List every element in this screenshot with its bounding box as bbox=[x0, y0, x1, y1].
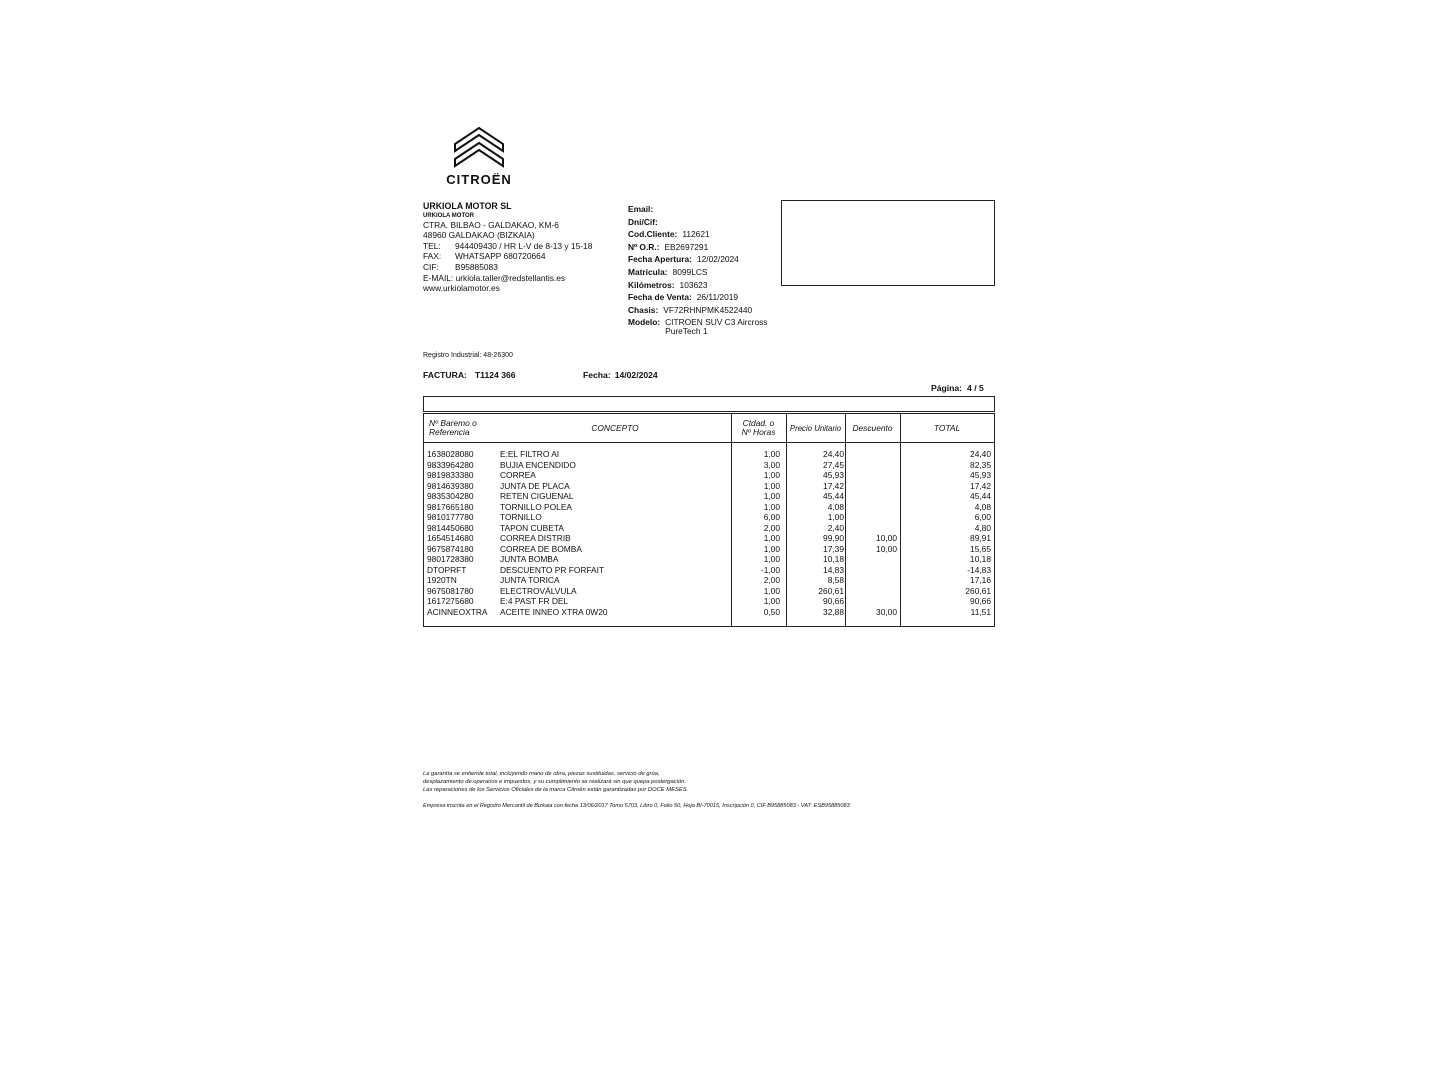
client-block bbox=[628, 203, 768, 337]
cell-ref: 9814639380 bbox=[427, 480, 474, 491]
cell-total: 260,61 bbox=[965, 585, 991, 596]
company-address-2: 48960 GALDAKAO (BIZKAIA) bbox=[423, 230, 535, 241]
cell-descuento: 10,00 bbox=[876, 533, 897, 543]
cell-precio: 1,00 bbox=[827, 512, 844, 522]
table-row bbox=[424, 565, 994, 576]
cell-concepto: ELECTROVÁLVULA bbox=[500, 585, 577, 596]
cell-ref: 9675874180 bbox=[427, 543, 474, 554]
cell-ref: 9819833380 bbox=[427, 470, 474, 480]
cell-concepto: CORREA bbox=[500, 470, 536, 480]
cell-precio: 99,90 bbox=[823, 533, 844, 543]
table-row bbox=[424, 460, 994, 471]
cell-ref: 1920TN bbox=[427, 575, 457, 585]
cell-total: 6,00 bbox=[974, 512, 991, 522]
table-row bbox=[424, 596, 994, 607]
cell-precio: 14,83 bbox=[823, 564, 844, 575]
cell-total: 24,40 bbox=[970, 449, 991, 459]
cell-total: 89,91 bbox=[970, 533, 991, 543]
cell-precio: 260,61 bbox=[818, 585, 844, 596]
client-order-number: Nº O.R.: EB2697291 bbox=[628, 241, 709, 252]
cell-cantidad: 1,00 bbox=[763, 480, 780, 491]
cell-concepto: JUNTA DE PLACA bbox=[500, 480, 570, 491]
cell-precio: 17,42 bbox=[823, 480, 844, 491]
cell-precio: 27,45 bbox=[823, 459, 844, 470]
cell-ref: 9810177780 bbox=[427, 512, 474, 522]
page-number: Página: 4 / 5 bbox=[931, 383, 984, 393]
table-row bbox=[424, 554, 994, 565]
table-row bbox=[424, 523, 994, 534]
table-row bbox=[424, 533, 994, 544]
cell-concepto: DESCUENTO PR FORFAIT bbox=[500, 564, 605, 575]
recipient-address-box bbox=[781, 200, 995, 286]
cell-concepto: RETEN CIGUENAL bbox=[500, 491, 574, 501]
citroen-double-chevron-icon bbox=[452, 124, 506, 170]
cell-precio: 32,88 bbox=[823, 606, 844, 617]
table-body bbox=[424, 449, 994, 617]
table-row bbox=[424, 586, 994, 597]
header-reference: Nº Baremo o Referencia bbox=[429, 418, 477, 437]
brand-name: CITROËN bbox=[446, 172, 512, 187]
cell-concepto: E:EL FILTRO AI bbox=[500, 449, 560, 459]
client-dni: Dni/Cif: bbox=[628, 216, 658, 227]
client-model: Modelo: CITROEN SUV C3 Aircross PureTech 1 bbox=[628, 316, 768, 337]
company-block bbox=[423, 201, 592, 294]
cell-total: 10,18 bbox=[970, 554, 991, 564]
warranty-text: La garantía se entiende total, incluyendo mano de obra, piezas sustituidas, servicio de grúa, desplazamiento de operarios e impuestos, y su cumplimiento se realizará sin que quepa postergación. Las reparaciones de los Servicios Oficiales de la marca Citroën están garantizadas por DOCE MESES. bbox=[423, 771, 689, 793]
invoice-lines-table bbox=[423, 413, 995, 627]
company-name: URKIOLA MOTOR SL bbox=[423, 201, 512, 211]
table-row bbox=[424, 449, 994, 460]
cell-precio: 10,18 bbox=[823, 554, 844, 564]
cell-precio: 45,44 bbox=[823, 491, 844, 501]
cell-precio: 8,58 bbox=[827, 575, 844, 585]
client-plate: Matrícula: 8099LCS bbox=[628, 266, 708, 277]
company-web: www.urkiolamotor.es bbox=[423, 283, 500, 294]
cell-cantidad: 6,00 bbox=[763, 512, 780, 522]
cell-ref: DTOPRFT bbox=[427, 564, 467, 575]
cell-concepto: TORNILLO bbox=[500, 512, 542, 522]
header-quantity: Ctdad. o Nº Horas bbox=[741, 418, 776, 437]
cell-concepto: BUJIA ENCENDIDO bbox=[500, 459, 576, 470]
cell-ref: ACINNEOXTRA bbox=[427, 606, 488, 617]
cell-concepto: JUNTA TORICA bbox=[500, 575, 560, 585]
cell-cantidad: 1,00 bbox=[763, 585, 780, 596]
cell-ref: 9833964280 bbox=[427, 459, 474, 470]
cell-cantidad: 2,00 bbox=[763, 575, 780, 585]
table-row bbox=[424, 491, 994, 502]
cell-ref: 1617275680 bbox=[427, 596, 474, 606]
cell-concepto: JUNTA BOMBA bbox=[500, 554, 559, 564]
cell-ref: 9801728380 bbox=[427, 554, 474, 564]
cell-cantidad: 0,50 bbox=[763, 606, 780, 617]
cell-concepto: E:4 PAST FR DEL bbox=[500, 596, 569, 606]
company-fax: FAX: WHATSAPP 680720664 bbox=[423, 251, 546, 262]
cell-cantidad: 1,00 bbox=[763, 543, 780, 554]
cell-total: 4,80 bbox=[974, 522, 991, 533]
cell-total: 45,93 bbox=[970, 470, 991, 480]
table-row bbox=[424, 481, 994, 492]
table-row bbox=[424, 502, 994, 513]
registry-text: Empresa inscrita en el Registro Mercantil de Bizkaia con fecha 13/06/2017 Tomo 5703, Libro 0, Folio 50, Hoja BI-70015, Inscripción 0, CIF B95885083 - VAT: ESB95885083 bbox=[423, 803, 850, 809]
cell-cantidad: 2,00 bbox=[763, 522, 780, 533]
cell-ref: 1638028080 bbox=[427, 449, 474, 459]
cell-precio: 2,40 bbox=[827, 522, 844, 533]
company-email: E-MAIL: urkiola.taller@redstellantis.es bbox=[423, 272, 566, 283]
cell-cantidad: -1,00 bbox=[760, 564, 780, 575]
table-row bbox=[424, 512, 994, 523]
client-sale-date: Fecha de Venta: 26/11/2019 bbox=[628, 292, 739, 303]
company-address-1: CTRA. BILBAO - GALDAKAO, KM-6 bbox=[423, 219, 559, 230]
table-top-band bbox=[423, 396, 995, 412]
invoice-number: FACTURA: T1124 366 bbox=[423, 370, 516, 380]
cell-cantidad: 1,00 bbox=[763, 491, 780, 501]
cell-concepto: ACEITE INNEO XTRA 0W20 bbox=[500, 606, 608, 617]
company-cif: CIF: B95885083 bbox=[423, 261, 498, 272]
header-total: TOTAL bbox=[933, 422, 961, 433]
cell-concepto: CORREA DE BOMBA bbox=[500, 543, 582, 554]
header-concept: CONCEPTO bbox=[591, 422, 639, 433]
table-row bbox=[424, 544, 994, 555]
cell-cantidad: 1,00 bbox=[763, 533, 780, 543]
client-mileage: Kilómetros: 103623 bbox=[628, 279, 708, 290]
cell-ref: 9835304280 bbox=[427, 491, 474, 501]
cell-cantidad: 1,00 bbox=[763, 449, 780, 459]
cell-descuento: 30,00 bbox=[876, 606, 897, 617]
header-divider bbox=[424, 442, 994, 443]
cell-cantidad: 3,00 bbox=[763, 459, 780, 470]
header-unit-price: Precio Unitario bbox=[789, 423, 842, 433]
cell-cantidad: 1,00 bbox=[763, 596, 780, 606]
cell-ref: 1654514680 bbox=[427, 533, 474, 543]
cell-total: 15,65 bbox=[970, 543, 991, 554]
cell-descuento: 10,00 bbox=[876, 543, 897, 554]
cell-cantidad: 1,00 bbox=[763, 501, 780, 512]
cell-total: 17,16 bbox=[970, 575, 991, 585]
client-opening-date: Fecha Apertura: 12/02/2024 bbox=[628, 254, 739, 265]
header-discount: Descuento bbox=[852, 422, 893, 433]
cell-concepto: TAPON CUBETA bbox=[500, 522, 564, 533]
cell-total: 4,08 bbox=[974, 501, 991, 512]
cell-concepto: CORREA DISTRIB bbox=[500, 533, 571, 543]
cell-precio: 45,93 bbox=[823, 470, 844, 480]
cell-total: 11,51 bbox=[970, 606, 991, 617]
cell-total: -14,83 bbox=[967, 564, 991, 575]
cell-ref: 9817665180 bbox=[427, 501, 474, 512]
cell-total: 90,66 bbox=[970, 596, 991, 606]
cell-precio: 24,40 bbox=[823, 449, 844, 459]
industrial-registry: Registro Industrial: 48-26300 bbox=[423, 352, 513, 359]
cell-cantidad: 1,00 bbox=[763, 470, 780, 480]
cell-precio: 90,66 bbox=[823, 596, 844, 606]
cell-precio: 17,39 bbox=[823, 543, 844, 554]
table-row bbox=[424, 575, 994, 586]
brand-logo bbox=[432, 124, 526, 190]
cell-total: 45,44 bbox=[970, 491, 991, 501]
company-subname: URKIOLA MOTOR bbox=[423, 212, 474, 219]
company-tel: TEL: 944409430 / HR L-V de 8-13 y 15-18 bbox=[423, 240, 593, 251]
invoice-date: Fecha: 14/02/2024 bbox=[583, 370, 658, 380]
cell-ref: 9675081780 bbox=[427, 585, 474, 596]
table-row bbox=[424, 470, 994, 481]
client-email: Email: bbox=[628, 204, 654, 214]
client-code: Cod.Cliente: 112621 bbox=[628, 229, 710, 240]
cell-ref: 9814450680 bbox=[427, 522, 474, 533]
client-chassis: Chasis: VF72RHNPMK4522440 bbox=[628, 304, 753, 315]
cell-precio: 4,08 bbox=[827, 501, 844, 512]
cell-total: 82,35 bbox=[970, 459, 991, 470]
table-row bbox=[424, 607, 994, 618]
cell-total: 17,42 bbox=[970, 480, 991, 491]
cell-concepto: TORNILLO POLEA bbox=[500, 501, 572, 512]
cell-cantidad: 1,00 bbox=[763, 554, 780, 564]
